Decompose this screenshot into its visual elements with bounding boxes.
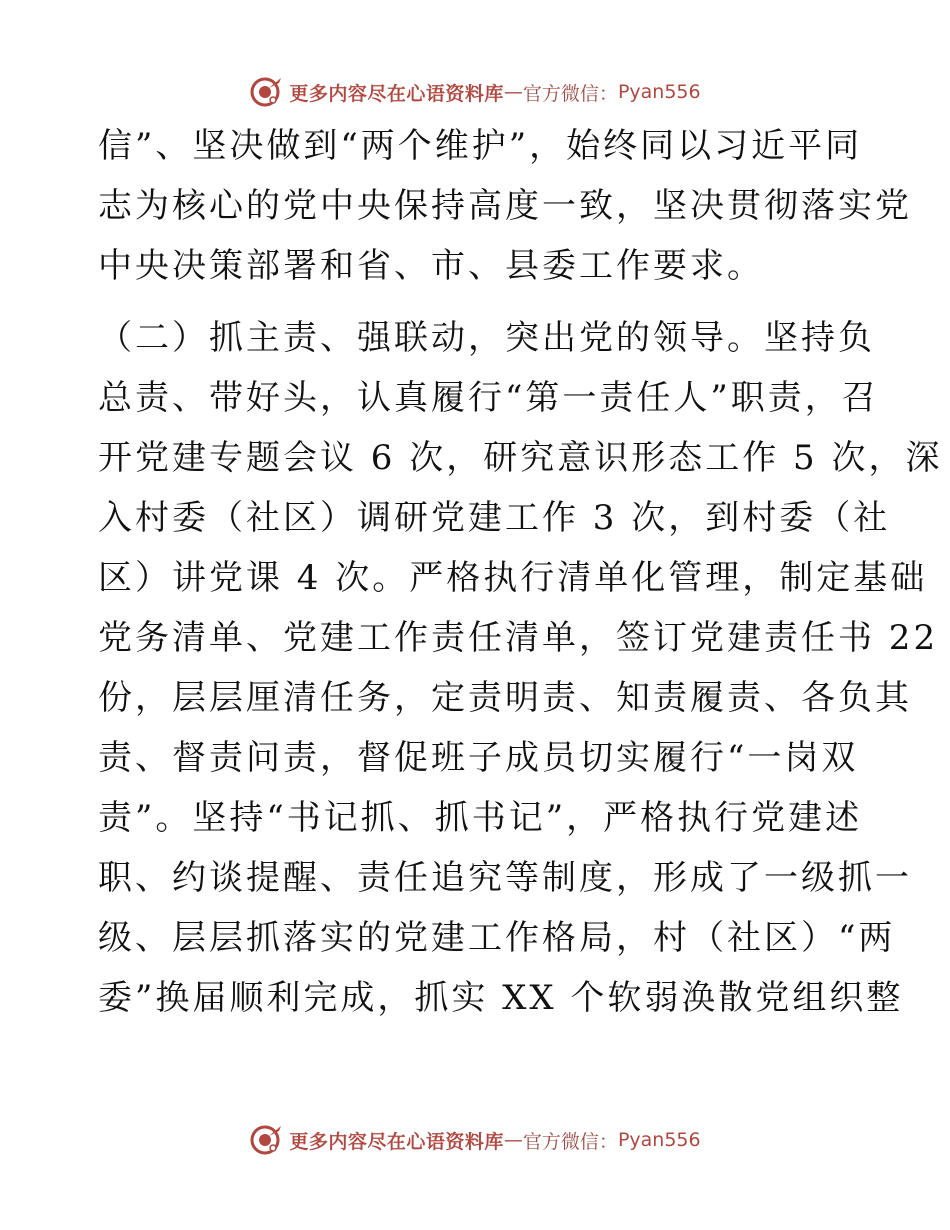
header-watermark xyxy=(0,72,950,112)
text-line: 区）讲党课 4 次。严格执行清单化管理，制定基础 xyxy=(98,558,928,598)
text-line: 开党建专题会议 6 次，研究意识形态工作 5 次，深 xyxy=(98,438,943,478)
watermark-main-text: 更多内容尽在心语资料库 xyxy=(289,1130,504,1153)
text-line: 责”。坚持“书记抓、抓书记”，严格执行党建述 xyxy=(98,798,863,838)
text-line: 中央决策部署和省、市、县委工作要求。 xyxy=(98,246,764,286)
paragraph-2 xyxy=(98,308,943,1028)
text-line: 信”、坚决做到“两个维护”，始终同以习近平同 xyxy=(98,126,863,166)
watermark-main-text: 更多内容尽在心语资料库 xyxy=(289,82,504,105)
watermark-dash: — xyxy=(503,1129,523,1151)
document-body xyxy=(98,116,943,1028)
text-line: 责、督责问责，督促班子成员切实履行“一岗双 xyxy=(98,738,859,778)
footer-watermark xyxy=(0,1120,950,1160)
pen-logo-icon xyxy=(249,75,283,109)
paragraph-1 xyxy=(98,116,912,296)
text-line: 入村委（社区）调研党建工作 3 次，到村委（社 xyxy=(98,498,891,538)
text-line: 级、层层抓落实的党建工作格局，村（社区）“两 xyxy=(98,918,896,958)
watermark-wechat-id: Pyan556 xyxy=(617,81,701,103)
watermark-wechat-id: Pyan556 xyxy=(617,1129,701,1151)
text-line: 份，层层厘清任务，定责明责、知责履责、各负其 xyxy=(98,678,912,718)
text-line: 职、约谈提醒、责任追究等制度，形成了一级抓一 xyxy=(98,858,912,898)
text-line: 委”换届顺利完成，抓实 XX 个软弱涣散党组织整 xyxy=(98,978,904,1018)
text-line: 志为核心的党中央保持高度一致，坚决贯彻落实党 xyxy=(98,186,912,226)
text-line: （二）抓主责、强联动，突出党的领导。坚持负 xyxy=(98,318,875,358)
watermark-sub-text: 官方微信： xyxy=(522,82,618,105)
pen-logo-icon xyxy=(249,1123,283,1157)
text-line: 总责、带好头，认真履行“第一责任人”职责，召 xyxy=(98,378,879,418)
watermark-sub-text: 官方微信： xyxy=(522,1130,618,1153)
watermark-dash: — xyxy=(503,81,523,103)
text-line: 党务清单、党建工作责任清单，签订党建责任书 22 xyxy=(98,618,939,658)
